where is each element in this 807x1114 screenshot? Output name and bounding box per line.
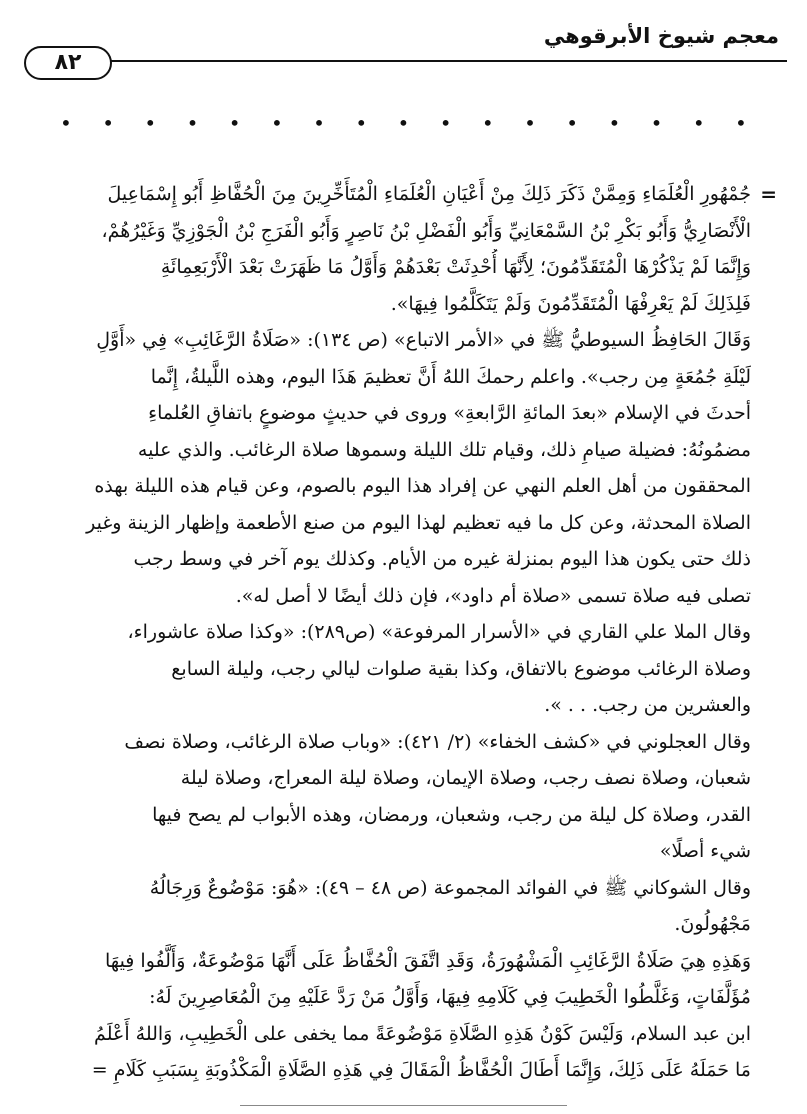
separator-dot: •	[144, 111, 157, 135]
continuation-marker: =	[760, 182, 777, 206]
separator-dot: •	[313, 111, 325, 135]
text-line: تصلى فيه صلاة تسمى «صلاة أم داود»، فإن ذلك أيضًا لا أصل له».	[235, 584, 751, 607]
text-line: أحدثَ في الإسلام «بعدَ المائةِ الرَّابعةِ» وروى في حديثٍ موضوعٍ باتفاقِ العُلماءِ	[148, 402, 751, 424]
separator-dot: •	[397, 111, 410, 135]
text-line: ذلك حتى يكون هذا اليوم بمنزلة غيره من الأيام. وكذلك يوم آخر في وسط رجب	[133, 548, 751, 570]
separator-dot: •	[102, 111, 114, 135]
separator-dot: •	[60, 111, 72, 135]
page-number-badge: ٨٢	[24, 46, 112, 80]
text-line: وَهَذِهِ هِيَ صَلَاةُ الرَّغَائِبِ الْمَشْهُورَةُ، وَقَدِ اتَّفَقَ الْحُفَّاظُ عَلَى أَنَّهَا مَوْضُوعَةٌ، وَأَلَّفُوا فِيهَا	[105, 949, 751, 972]
page-header	[24, 14, 787, 74]
text-line: شيء أصلًا»	[659, 840, 751, 862]
text-line: لَيْلَةِ جُمُعَةٍ مِن رجب». واعلم رحمكَ اللهُ أَنَّ تعظيمَ هَذَا اليوم، وهذه اللَّيلةُ، إِنَّما	[150, 365, 751, 388]
text-line: ابن عبد السلام، وَلَيْسَ كَوْنُ هَذِهِ الصَّلَاةِ مَوْضُوعَةً مما يخفى على الْخَطِيبِ، وَاللهُ أَعْلَمُ	[94, 1022, 751, 1045]
text-line: وقال الشوكاني ﷺ في الفوائد المجموعة (ص ٤٨ – ٤٩): «هُوَ: مَوْضُوعٌ وَرِجَالُهُ	[149, 876, 751, 899]
text-line: جُمْهُورِ الْعُلَمَاءِ وَمِمَّنْ ذَكَرَ ذَلِكَ مِنْ أَعْيَانِ الْعُلَمَاءِ الْمُتَأَخِّرِينَ مِنَ الْحُفَّاظِ أَبُو إِسْمَاعِيلَ	[107, 183, 751, 205]
body-text	[34, 176, 751, 1089]
text-line: شعبان، وصلاة نصف رجب، وصلاة الإيمان، وصلاة ليلة المعراج، وصلاة ليلة	[180, 767, 751, 789]
text-line: الْأَنْصَارِيُّ وَأَبُو بَكْرِ بْنُ السَّمْعَانِيِّ وَأَبُو الْفَضْلِ بْنُ نَاصِرٍ وَأَبُو الْفَرَجِ بْنُ الْجَوْزِيِّ وَغَيْرُهُمْ،	[101, 219, 751, 242]
separator-dot: •	[650, 111, 663, 135]
separator-dot: •	[270, 111, 283, 135]
text-line: مَجْهُولُونَ.	[674, 913, 751, 935]
separator-dot: •	[566, 111, 579, 135]
text-line: وقال الملا علي القاري في «الأسرار المرفوعة» (ص٢٨٩): «وكذا صلاة عاشوراء،	[127, 621, 751, 643]
text-line: مَا حَمَلَهُ عَلَى ذَلِكَ، وَإِنَّمَا أَطَالَ الْحُفَّاظُ الْمَقَالَ فِي هَذِهِ الصَّلَاةِ الْمَكْذُوبَةِ بِسَبَبِ كَلَامِ =	[91, 1059, 751, 1081]
text-line: وَإِنَّمَا لَمْ يَذْكُرْهَا الْمُتَقَدِّمُونَ؛ لِأَنَّهَا أُحْدِثَتْ بَعْدَهُمْ وَأَوَّلُ مَا ظَهَرَتْ بَعْدَ الْأَرْبَعِمِائَةِ	[160, 256, 751, 278]
header-rule	[110, 60, 787, 62]
separator-dot: •	[481, 111, 494, 135]
text-line: المحققون من أهل العلم النهي عن إفراد هذا اليوم بالصوم، وعن قيام هذه الليلة بهذه	[94, 475, 751, 497]
text-line: مُؤَلَّفَاتٍ، وَغَلَّطُوا الْخَطِيبَ فِي كَلَامِهِ فِيهَا، وَأَوَّلُ مَنْ رَدَّ عَلَيْهِ مِنَ الْمُعَاصِرِينَ لَهُ:	[149, 986, 751, 1008]
separator-dots	[60, 111, 747, 135]
text-line: مضمُونُهُ: فضيلة صيامِ ذلك، وقيام تلك الليلة وسموها صلاة الرغائب. والذي عليه	[137, 438, 751, 461]
text-line: القدر، وصلاة كل ليلة من رجب، وشعبان، ورمضان، وهذه الأبواب لم يصح فيها	[152, 803, 751, 826]
text-line: والعشرين من رجب. . . ».	[544, 694, 751, 716]
text-line: الصلاة المحدثة، وعن كل ما فيه تعظيم لهذا اليوم من صنع الأطعمة وإظهار الزينة وغير	[86, 511, 751, 534]
text-line: وَقَالَ الحَافِظُ السيوطيُّ ﷺ في «الأمر الاتباع» (ص ١٣٤): «صَلَاةُ الرَّغَائِبِ» فِي «أَوَّلِ	[96, 329, 751, 351]
text-line: وصلاة الرغائب موضوع بالاتفاق، وكذا بقية صلوات ليالي رجب، وليلة السابع	[171, 657, 751, 680]
book-title: معجم شيوخ الأبرقوهي	[543, 24, 779, 48]
separator-dot: •	[524, 111, 536, 135]
text-line: وقال العجلوني في «كشف الخفاء» (٢/ ٤٢١): «وباب صلاة الرغائب، وصلاة نصف	[124, 730, 751, 753]
separator-dot: •	[439, 111, 452, 135]
bottom-rule	[240, 1105, 567, 1106]
separator-dot: •	[186, 111, 199, 135]
separator-dot: •	[608, 111, 621, 135]
separator-dot: •	[228, 111, 241, 135]
separator-dot: •	[355, 111, 368, 135]
separator-dot: •	[692, 111, 705, 135]
separator-dot: •	[735, 111, 747, 135]
text-line: فَلِذَلِكَ لَمْ يَعْرِفْهَا الْمُتَقَدِّمُونَ وَلَمْ يَتَكَلَّمُوا فِيهَا».	[390, 292, 751, 315]
